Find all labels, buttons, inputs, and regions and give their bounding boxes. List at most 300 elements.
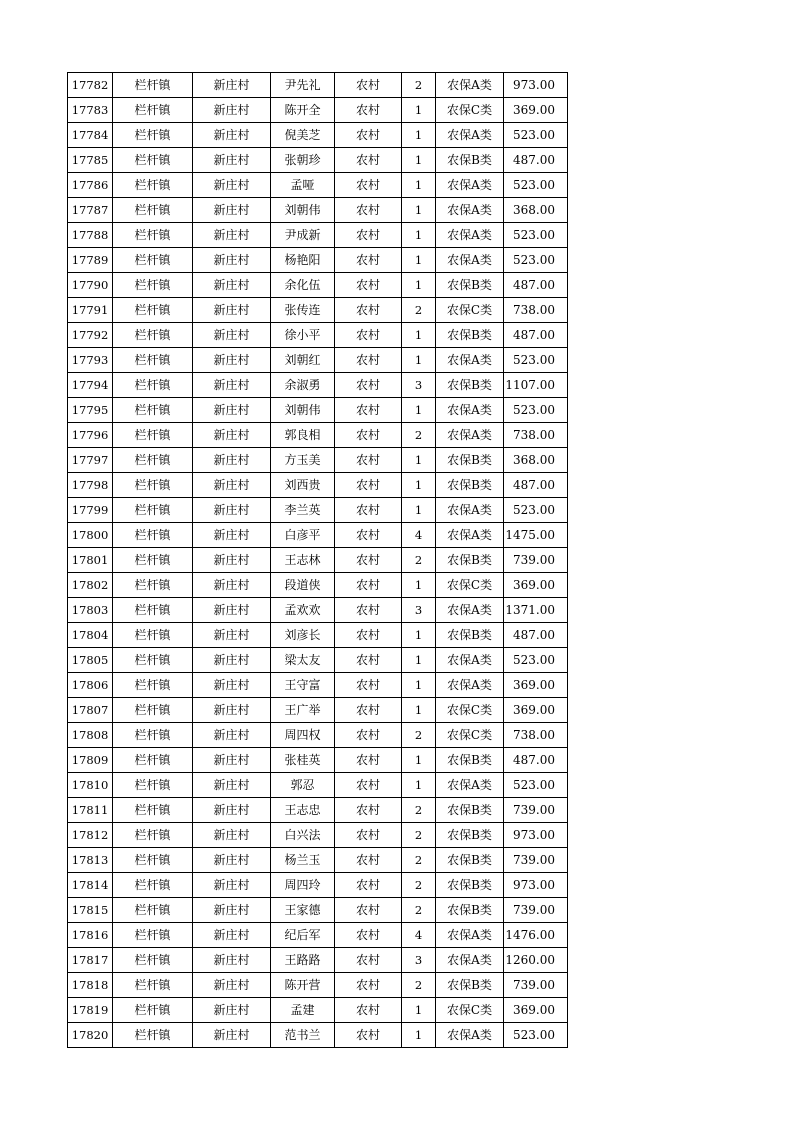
category-cell: 农保B类 [436,798,504,823]
count-cell: 2 [402,848,436,873]
record-id-cell: 17799 [68,498,113,523]
amount-cell: 1107.00 [504,373,568,398]
village-cell: 新庄村 [193,173,271,198]
category-cell: 农保A类 [436,773,504,798]
count-cell: 2 [402,298,436,323]
count-cell: 1 [402,648,436,673]
category-cell: 农保A类 [436,223,504,248]
type-cell: 农村 [335,348,402,373]
category-cell: 农保B类 [436,148,504,173]
village-cell: 新庄村 [193,198,271,223]
record-id-cell: 17818 [68,973,113,998]
table-row [68,523,568,548]
village-cell: 新庄村 [193,423,271,448]
category-cell: 农保B类 [436,748,504,773]
category-cell: 农保B类 [436,323,504,348]
count-cell: 1 [402,348,436,373]
category-cell: 农保A类 [436,123,504,148]
table-row [68,198,568,223]
type-cell: 农村 [335,248,402,273]
person-name-cell: 刘朝红 [271,348,335,373]
table-row [68,673,568,698]
amount-cell: 487.00 [504,323,568,348]
town-cell: 栏杆镇 [113,873,193,898]
village-cell: 新庄村 [193,348,271,373]
type-cell: 农村 [335,548,402,573]
category-cell: 农保C类 [436,298,504,323]
village-cell: 新庄村 [193,998,271,1023]
amount-cell: 523.00 [504,498,568,523]
person-name-cell: 张桂英 [271,748,335,773]
person-name-cell: 王广举 [271,698,335,723]
person-name-cell: 张朝珍 [271,148,335,173]
town-cell: 栏杆镇 [113,898,193,923]
village-cell: 新庄村 [193,748,271,773]
amount-cell: 523.00 [504,648,568,673]
town-cell: 栏杆镇 [113,948,193,973]
town-cell: 栏杆镇 [113,373,193,398]
table-row [68,373,568,398]
person-name-cell: 杨艳阳 [271,248,335,273]
record-id-cell: 17787 [68,198,113,223]
count-cell: 1 [402,748,436,773]
amount-cell: 1260.00 [504,948,568,973]
table-row [68,148,568,173]
village-cell: 新庄村 [193,273,271,298]
amount-cell: 368.00 [504,448,568,473]
record-id-cell: 17802 [68,573,113,598]
amount-cell: 739.00 [504,848,568,873]
amount-cell: 523.00 [504,173,568,198]
table-row [68,848,568,873]
town-cell: 栏杆镇 [113,598,193,623]
table-row [68,323,568,348]
type-cell: 农村 [335,698,402,723]
count-cell: 1 [402,623,436,648]
count-cell: 4 [402,923,436,948]
count-cell: 2 [402,898,436,923]
category-cell: 农保C类 [436,723,504,748]
record-id-cell: 17792 [68,323,113,348]
record-id-cell: 17801 [68,548,113,573]
type-cell: 农村 [335,448,402,473]
category-cell: 农保C类 [436,573,504,598]
person-name-cell: 王志林 [271,548,335,573]
table-row [68,548,568,573]
category-cell: 农保B类 [436,548,504,573]
type-cell: 农村 [335,98,402,123]
record-id-cell: 17800 [68,523,113,548]
count-cell: 1 [402,673,436,698]
village-cell: 新庄村 [193,948,271,973]
count-cell: 2 [402,73,436,98]
category-cell: 农保A类 [436,598,504,623]
person-name-cell: 尹先礼 [271,73,335,98]
person-name-cell: 徐小平 [271,323,335,348]
count-cell: 4 [402,523,436,548]
type-cell: 农村 [335,423,402,448]
count-cell: 1 [402,773,436,798]
town-cell: 栏杆镇 [113,748,193,773]
record-id-cell: 17789 [68,248,113,273]
table-row [68,948,568,973]
category-cell: 农保A类 [436,498,504,523]
amount-cell: 738.00 [504,723,568,748]
category-cell: 农保C类 [436,998,504,1023]
village-cell: 新庄村 [193,873,271,898]
table-row [68,773,568,798]
type-cell: 农村 [335,623,402,648]
record-id-cell: 17815 [68,898,113,923]
town-cell: 栏杆镇 [113,698,193,723]
count-cell: 1 [402,448,436,473]
table-row [68,648,568,673]
village-cell: 新庄村 [193,673,271,698]
table-row [68,223,568,248]
amount-cell: 739.00 [504,898,568,923]
table-row [68,973,568,998]
type-cell: 农村 [335,473,402,498]
person-name-cell: 白兴法 [271,823,335,848]
table-row [68,723,568,748]
person-name-cell: 范书兰 [271,1023,335,1048]
town-cell: 栏杆镇 [113,323,193,348]
count-cell: 2 [402,723,436,748]
person-name-cell: 刘彦长 [271,623,335,648]
record-id-cell: 17805 [68,648,113,673]
person-name-cell: 倪美芝 [271,123,335,148]
category-cell: 农保A类 [436,673,504,698]
record-id-cell: 17809 [68,748,113,773]
type-cell: 农村 [335,298,402,323]
count-cell: 2 [402,873,436,898]
type-cell: 农村 [335,873,402,898]
table-row [68,748,568,773]
count-cell: 2 [402,548,436,573]
category-cell: 农保B类 [436,848,504,873]
table-row [68,998,568,1023]
person-name-cell: 刘朝伟 [271,198,335,223]
person-name-cell: 梁太友 [271,648,335,673]
town-cell: 栏杆镇 [113,273,193,298]
type-cell: 农村 [335,648,402,673]
village-cell: 新庄村 [193,798,271,823]
town-cell: 栏杆镇 [113,423,193,448]
record-id-cell: 17791 [68,298,113,323]
town-cell: 栏杆镇 [113,623,193,648]
record-id-cell: 17783 [68,98,113,123]
person-name-cell: 王路路 [271,948,335,973]
person-name-cell: 刘朝伟 [271,398,335,423]
record-id-cell: 17810 [68,773,113,798]
type-cell: 农村 [335,898,402,923]
town-cell: 栏杆镇 [113,348,193,373]
town-cell: 栏杆镇 [113,773,193,798]
type-cell: 农村 [335,848,402,873]
table-row [68,823,568,848]
amount-cell: 738.00 [504,423,568,448]
record-id-cell: 17803 [68,598,113,623]
amount-cell: 1475.00 [504,523,568,548]
record-id-cell: 17793 [68,348,113,373]
record-id-cell: 17798 [68,473,113,498]
amount-cell: 487.00 [504,148,568,173]
type-cell: 农村 [335,273,402,298]
record-id-cell: 17808 [68,723,113,748]
person-name-cell: 王志忠 [271,798,335,823]
type-cell: 农村 [335,923,402,948]
town-cell: 栏杆镇 [113,223,193,248]
category-cell: 农保A类 [436,948,504,973]
village-cell: 新庄村 [193,398,271,423]
table-row [68,123,568,148]
type-cell: 农村 [335,948,402,973]
town-cell: 栏杆镇 [113,523,193,548]
category-cell: 农保A类 [436,1023,504,1048]
person-name-cell: 孟建 [271,998,335,1023]
count-cell: 1 [402,473,436,498]
category-cell: 农保A类 [436,348,504,373]
count-cell: 2 [402,973,436,998]
category-cell: 农保B类 [436,623,504,648]
town-cell: 栏杆镇 [113,798,193,823]
record-id-cell: 17796 [68,423,113,448]
person-name-cell: 周四玲 [271,873,335,898]
category-cell: 农保A类 [436,923,504,948]
amount-cell: 523.00 [504,348,568,373]
count-cell: 1 [402,173,436,198]
village-cell: 新庄村 [193,498,271,523]
table-row [68,273,568,298]
village-cell: 新庄村 [193,723,271,748]
amount-cell: 369.00 [504,573,568,598]
village-cell: 新庄村 [193,848,271,873]
town-cell: 栏杆镇 [113,1023,193,1048]
village-cell: 新庄村 [193,898,271,923]
table-row [68,173,568,198]
table-body [68,73,568,1048]
town-cell: 栏杆镇 [113,98,193,123]
person-name-cell: 周四权 [271,723,335,748]
category-cell: 农保A类 [436,173,504,198]
table-row [68,398,568,423]
town-cell: 栏杆镇 [113,198,193,223]
count-cell: 1 [402,398,436,423]
amount-cell: 1476.00 [504,923,568,948]
person-name-cell: 段道侠 [271,573,335,598]
town-cell: 栏杆镇 [113,998,193,1023]
amount-cell: 369.00 [504,698,568,723]
person-name-cell: 余淑勇 [271,373,335,398]
town-cell: 栏杆镇 [113,173,193,198]
person-name-cell: 方玉美 [271,448,335,473]
table-row [68,423,568,448]
person-name-cell: 纪后军 [271,923,335,948]
table-row [68,573,568,598]
town-cell: 栏杆镇 [113,673,193,698]
amount-cell: 487.00 [504,623,568,648]
town-cell: 栏杆镇 [113,498,193,523]
record-id-cell: 17782 [68,73,113,98]
person-name-cell: 郭忍 [271,773,335,798]
town-cell: 栏杆镇 [113,848,193,873]
record-id-cell: 17790 [68,273,113,298]
record-id-cell: 17806 [68,673,113,698]
table-row [68,1023,568,1048]
count-cell: 1 [402,198,436,223]
person-name-cell: 张传连 [271,298,335,323]
count-cell: 2 [402,823,436,848]
table-row [68,248,568,273]
count-cell: 2 [402,798,436,823]
table-row [68,873,568,898]
type-cell: 农村 [335,398,402,423]
amount-cell: 523.00 [504,773,568,798]
record-id-cell: 17788 [68,223,113,248]
count-cell: 1 [402,323,436,348]
amount-cell: 487.00 [504,473,568,498]
type-cell: 农村 [335,523,402,548]
type-cell: 农村 [335,723,402,748]
record-id-cell: 17817 [68,948,113,973]
type-cell: 农村 [335,323,402,348]
village-cell: 新庄村 [193,548,271,573]
village-cell: 新庄村 [193,773,271,798]
table-row [68,623,568,648]
village-cell: 新庄村 [193,973,271,998]
person-name-cell: 尹成新 [271,223,335,248]
record-id-cell: 17786 [68,173,113,198]
village-cell: 新庄村 [193,123,271,148]
category-cell: 农保B类 [436,973,504,998]
count-cell: 1 [402,123,436,148]
table-row [68,98,568,123]
category-cell: 农保A类 [436,198,504,223]
village-cell: 新庄村 [193,923,271,948]
person-name-cell: 杨兰玉 [271,848,335,873]
table-row [68,498,568,523]
count-cell: 3 [402,598,436,623]
amount-cell: 973.00 [504,873,568,898]
type-cell: 农村 [335,373,402,398]
village-cell: 新庄村 [193,323,271,348]
town-cell: 栏杆镇 [113,448,193,473]
village-cell: 新庄村 [193,573,271,598]
record-id-cell: 17794 [68,373,113,398]
record-id-cell: 17804 [68,623,113,648]
amount-cell: 738.00 [504,298,568,323]
amount-cell: 523.00 [504,248,568,273]
type-cell: 农村 [335,123,402,148]
village-cell: 新庄村 [193,223,271,248]
category-cell: 农保C类 [436,698,504,723]
table-row [68,348,568,373]
type-cell: 农村 [335,598,402,623]
amount-cell: 487.00 [504,273,568,298]
type-cell: 农村 [335,498,402,523]
type-cell: 农村 [335,173,402,198]
type-cell: 农村 [335,973,402,998]
record-id-cell: 17820 [68,1023,113,1048]
town-cell: 栏杆镇 [113,398,193,423]
town-cell: 栏杆镇 [113,473,193,498]
count-cell: 3 [402,373,436,398]
table-row [68,73,568,98]
person-name-cell: 李兰英 [271,498,335,523]
type-cell: 农村 [335,148,402,173]
town-cell: 栏杆镇 [113,298,193,323]
amount-cell: 1371.00 [504,598,568,623]
town-cell: 栏杆镇 [113,723,193,748]
amount-cell: 523.00 [504,223,568,248]
village-cell: 新庄村 [193,598,271,623]
amount-cell: 523.00 [504,123,568,148]
category-cell: 农保A类 [436,423,504,448]
type-cell: 农村 [335,673,402,698]
count-cell: 1 [402,698,436,723]
table-row [68,448,568,473]
category-cell: 农保A类 [436,648,504,673]
table-row [68,698,568,723]
record-id-cell: 17813 [68,848,113,873]
record-id-cell: 17819 [68,998,113,1023]
village-cell: 新庄村 [193,473,271,498]
record-id-cell: 17785 [68,148,113,173]
table-row [68,923,568,948]
person-name-cell: 白彦平 [271,523,335,548]
table-row [68,598,568,623]
village-cell: 新庄村 [193,1023,271,1048]
category-cell: 农保B类 [436,473,504,498]
town-cell: 栏杆镇 [113,148,193,173]
count-cell: 1 [402,573,436,598]
village-cell: 新庄村 [193,623,271,648]
village-cell: 新庄村 [193,98,271,123]
type-cell: 农村 [335,748,402,773]
village-cell: 新庄村 [193,373,271,398]
town-cell: 栏杆镇 [113,123,193,148]
type-cell: 农村 [335,223,402,248]
record-id-cell: 17784 [68,123,113,148]
category-cell: 农保B类 [436,448,504,473]
amount-cell: 369.00 [504,673,568,698]
person-name-cell: 王家德 [271,898,335,923]
amount-cell: 368.00 [504,198,568,223]
person-name-cell: 余化伍 [271,273,335,298]
count-cell: 1 [402,273,436,298]
amount-cell: 739.00 [504,798,568,823]
person-name-cell: 郭良相 [271,423,335,448]
person-name-cell: 孟哑 [271,173,335,198]
amount-cell: 973.00 [504,823,568,848]
town-cell: 栏杆镇 [113,573,193,598]
amount-cell: 739.00 [504,548,568,573]
type-cell: 农村 [335,1023,402,1048]
amount-cell: 369.00 [504,998,568,1023]
category-cell: 农保B类 [436,823,504,848]
amount-cell: 739.00 [504,973,568,998]
village-cell: 新庄村 [193,698,271,723]
count-cell: 1 [402,98,436,123]
amount-cell: 487.00 [504,748,568,773]
table-row [68,473,568,498]
person-name-cell: 陈开全 [271,98,335,123]
town-cell: 栏杆镇 [113,73,193,98]
type-cell: 农村 [335,773,402,798]
category-cell: 农保C类 [436,98,504,123]
category-cell: 农保B类 [436,373,504,398]
count-cell: 1 [402,1023,436,1048]
